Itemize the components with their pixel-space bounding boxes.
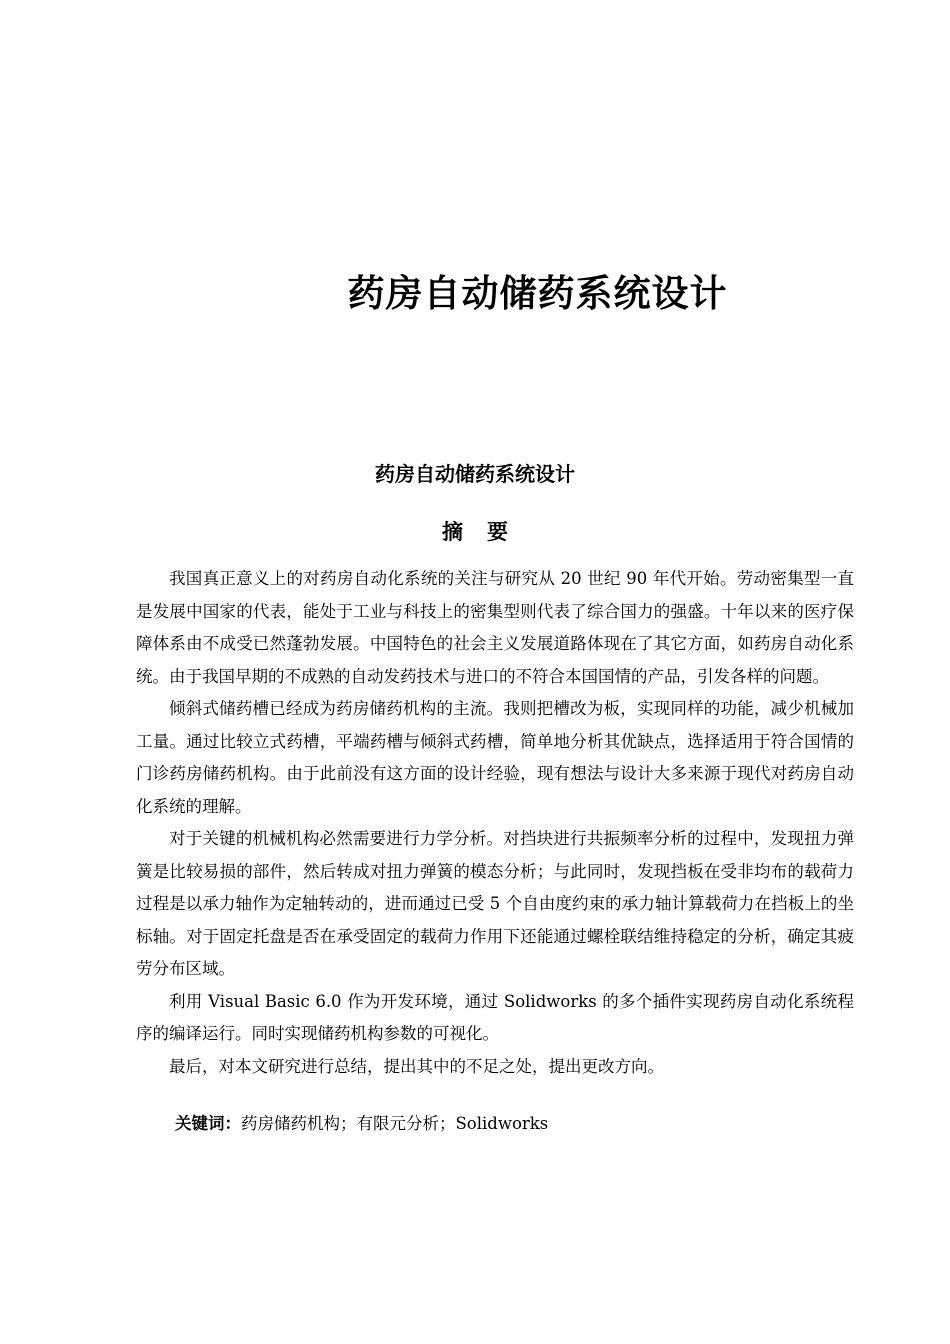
abstract-paragraph-5: 最后，对本文研究进行总结，提出其中的不足之处，提出更改方向。	[169, 1056, 664, 1076]
document-title: 药房自动储药系统设计	[347, 272, 728, 315]
abstract-paragraph-3: 对于关键的机械机构必然需要进行力学分析。对挡块进行共振频率分析的过程中，发现扭力弹簧是比较易损的部件，然后转成对扭力弹簧的模态分析；与此同时，发现挡板在受非均布的载荷力过程是以承力轴作为定轴转动的，进而通过已受 5 个自由度约束的承力轴计算载荷力在挡板上的坐标轴。对于固定托盘是否在承受固定的载荷力作用下还能通过螺栓联结维持稳定的分析，确定其疲劳分布区域。	[136, 829, 854, 978]
abstract-paragraph-4: 利用 Visual Basic 6.0 作为开发环境，通过 Solidworks 的多个插件实现药房自动化系统程序的编译运行。同时实现储药机构参数的可视化。	[136, 991, 854, 1043]
abstract-paragraph-2: 倾斜式储药槽已经成为药房储药机构的主流。我则把槽改为板，实现同样的功能，减少机械加工量。通过比较立式药槽，平端药槽与倾斜式药槽，简单地分析其优缺点，选择适用于符合国情的门诊药房储药机构。由于此前没有这方面的设计经验，现有想法与设计大多来源于现代对药房自动化系统的理解。	[136, 699, 854, 816]
abstract-body	[136, 563, 854, 1083]
keywords-value: 药房储药机构；有限元分析；Solidworks	[241, 1114, 549, 1133]
abstract-paragraph-1: 我国真正意义上的对药房自动化系统的关注与研究从 20 世纪 90 年代开始。劳动密集型一直是发展中国家的代表，能处于工业与科技上的密集型则代表了综合国力的强盛。十年以来的医疗保障体系由不成受已然蓬勃发展。中国特色的社会主义发展道路体现在了其它方面，如药房自动化系统。由于我国早期的不成熟的自动发药技术与进口的不符合本国国情的产品，引发各样的问题。	[136, 569, 854, 686]
keywords-label: 关键词：	[175, 1114, 241, 1133]
abstract-title: 药房自动储药系统设计	[375, 462, 575, 486]
abstract-heading: 摘要	[442, 520, 532, 544]
keywords-line	[175, 1108, 548, 1140]
